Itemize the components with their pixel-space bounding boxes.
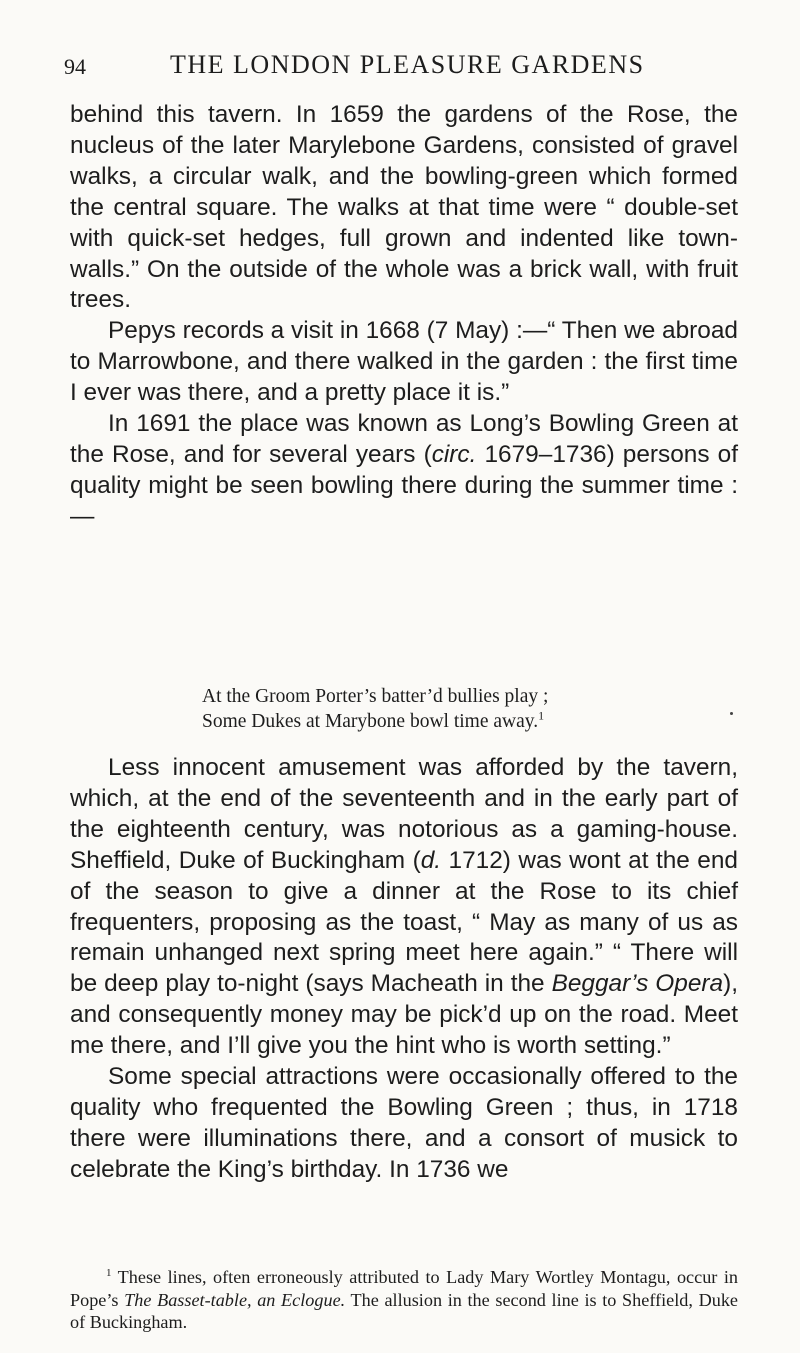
paragraph-pepys: Pepys records a visit in 1668 (7 May) :—“ Then we abroad to Marrowbone, and there walked in the garden : the first time I ever was there, and a pretty place it is.” [70,317,738,407]
verse-line-2-text: Some Dukes at Marybone bowl time away. [202,711,539,732]
italic-circ: circ. [431,440,477,468]
footnote [70,1266,738,1334]
body-text-top [70,100,738,533]
paragraph-text: 1712) was wont at the end of the season to give a dinner at the Rose to its chief frequenters, proposing as the toast, “ May as many of us as remain unhanged next spring meet here again.” “ There will be deep play to-night (says Macheath in the [70,846,738,998]
verse-line-2 [202,709,548,734]
paragraph-special-attractions: Some special attractions were occasionally offered to the quality who frequented the Bowling Green ; thus, in 1718 there were illuminations there, and a consort of musick to celebrate the King’s birthday. In 1736 we [70,1063,738,1183]
paragraph-text: ), and consequently money may be pick’d up on the road. Meet me there, and I’ll give you the hint who is worth setting.” [70,970,738,1060]
running-title: THE LONDON PLEASURE GARDENS [170,50,645,79]
footnote-mark: 1 [106,1266,112,1279]
paragraph-text: In 1691 the place was known as Long’s Bowling Green at the Rose, and for several years ( [70,410,738,468]
italic-beggars-opera: Beggar’s Opera [551,970,724,998]
page-number: 94 [64,54,86,79]
verse-quotation [202,684,548,734]
running-head [64,50,744,86]
italic-d: d. [420,846,442,874]
footnote-text [70,1266,738,1334]
paragraph-long-bowling-green [70,409,738,533]
footnote-text-a: These lines, often erroneously attributed to Lady Mary Wortley Montagu, occur in Pope’s [70,1267,738,1310]
paragraph-text: Less innocent amusement was afforded by the tavern, which, at the end of the seventeenth and in the early part of the eighteenth century, was notorious as a gaming-house. Sheffield, Duke of Buckingham ( [70,754,738,874]
verse-line-1: At the Groom Porter’s batter’d bullies play ; [202,686,549,707]
footnote-text-b: The allusion in the second line is to Sheffield, Duke of Buckingham. [70,1289,738,1332]
body-text-bottom [70,753,738,1186]
footnote-reference: 1 [538,708,545,723]
print-speck [730,712,733,715]
paragraph-gaming-house [70,753,738,1062]
footnote-italic-work: The Basset-table, an Eclogue. [124,1289,346,1310]
paragraph-text: 1679–1736) persons of quality might be seen bowling there during the summer time :— [70,440,738,530]
paragraph-continuation: behind this tavern. In 1659 the gardens of the Rose, the nucleus of the later Marylebone Gardens, consisted of gravel walks, a circular walk, and the bowling-green which formed the central square. The walks at that time were “ double-set with quick-set hedges, full grown and indented like town-walls.” On the outside of the whole was a brick wall, with fruit trees. [70,101,738,314]
